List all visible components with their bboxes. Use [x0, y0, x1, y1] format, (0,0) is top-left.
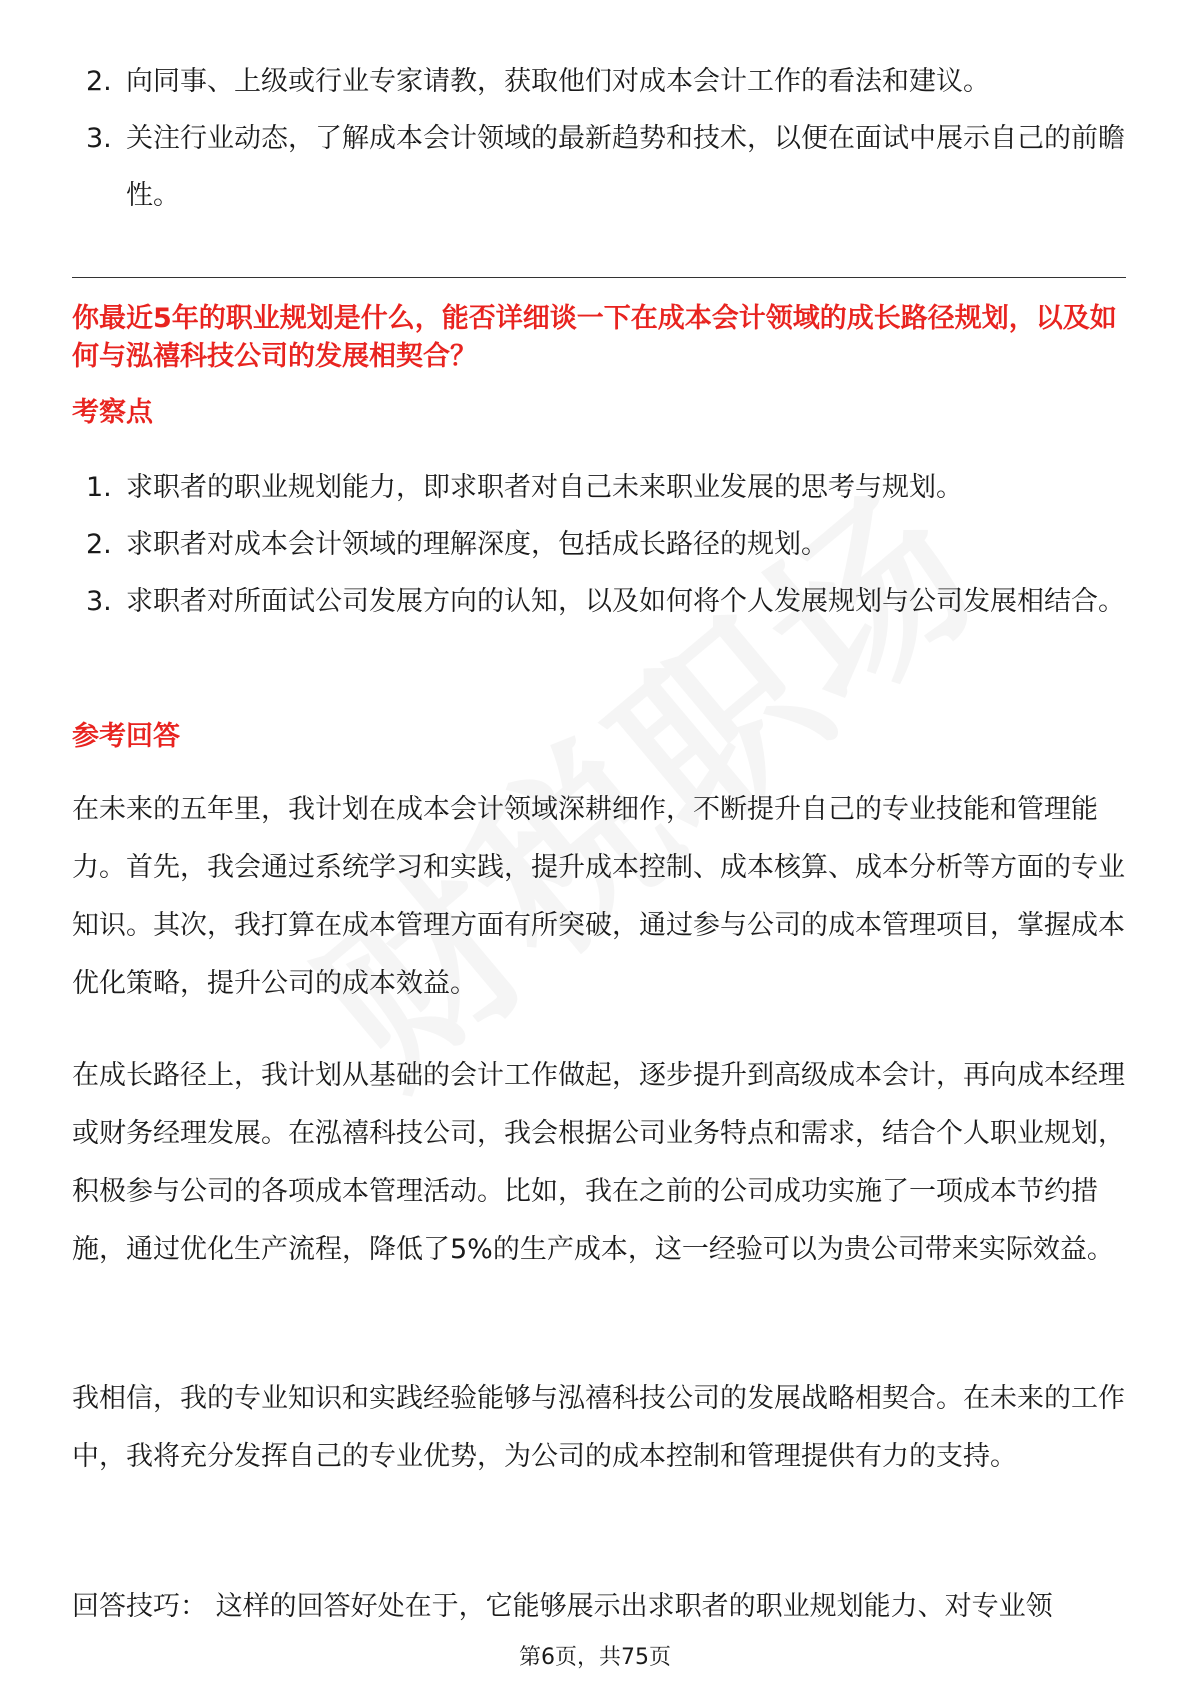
list-text: 求职者对所面试公司发展方向的认知，以及如何将个人发展规划与公司发展相结合。 [126, 586, 1125, 617]
assessment-title: 考察点 [72, 397, 153, 428]
list-item [72, 459, 1126, 516]
intro-list [72, 53, 1126, 224]
list-number: 2. [86, 66, 112, 97]
list-number: 3. [86, 586, 112, 617]
list-item [72, 573, 1126, 630]
list-text: 向同事、上级或行业专家请教，获取他们对成本会计工作的看法和建议。 [126, 66, 990, 97]
list-item [72, 516, 1126, 573]
page-number: 第6页，共75页 [519, 1645, 671, 1670]
interview-question: 你最近5年的职业规划是什么，能否详细谈一下在成本会计领域的成长路径规划，以及如何与泓禧科技公司的发展相契合？ [72, 303, 1117, 372]
list-item [72, 110, 1126, 224]
answer-paragraph: 在成长路径上，我计划从基础的会计工作做起，逐步提升到高级成本会计，再向成本经理或财务经理发展。在泓禧科技公司，我会根据公司业务特点和需求，结合个人职业规划，积极参与公司的各项成本管理活动。比如，我在之前的公司成功实施了一项成本节约措施，通过优化生产流程，降低了5%的生产成本，这一经验可以为贵公司带来实际效益。 [72, 1060, 1125, 1265]
answer-paragraph: 在未来的五年里，我计划在成本会计领域深耕细作，不断提升自己的专业技能和管理能力。首先，我会通过系统学习和实践，提升成本控制、成本核算、成本分析等方面的专业知识。其次，我打算在成本管理方面有所突破，通过参与公司的成本管理项目，掌握成本优化策略，提升公司的成本效益。 [72, 794, 1125, 999]
list-text: 求职者的职业规划能力，即求职者对自己未来职业发展的思考与规划。 [126, 472, 963, 503]
list-text: 求职者对成本会计领域的理解深度，包括成长路径的规划。 [126, 529, 828, 560]
answer-title: 参考回答 [72, 721, 180, 752]
answer-paragraph: 我相信，我的专业知识和实践经验能够与泓禧科技公司的发展战略相契合。在未来的工作中，我将充分发挥自己的专业优势，为公司的成本控制和管理提供有力的支持。 [72, 1383, 1125, 1472]
section-divider [72, 277, 1126, 278]
list-number: 3. [86, 123, 112, 154]
list-item [72, 53, 1126, 110]
list-number: 2. [86, 529, 112, 560]
list-number: 1. [86, 472, 112, 503]
list-text: 关注行业动态，了解成本会计领域的最新趋势和技术，以便在面试中展示自己的前瞻性。 [126, 123, 1125, 211]
assessment-list [72, 459, 1126, 630]
answer-tip: 回答技巧： 这样的回答好处在于，它能够展示出求职者的职业规划能力、对专业领 [72, 1591, 1053, 1622]
